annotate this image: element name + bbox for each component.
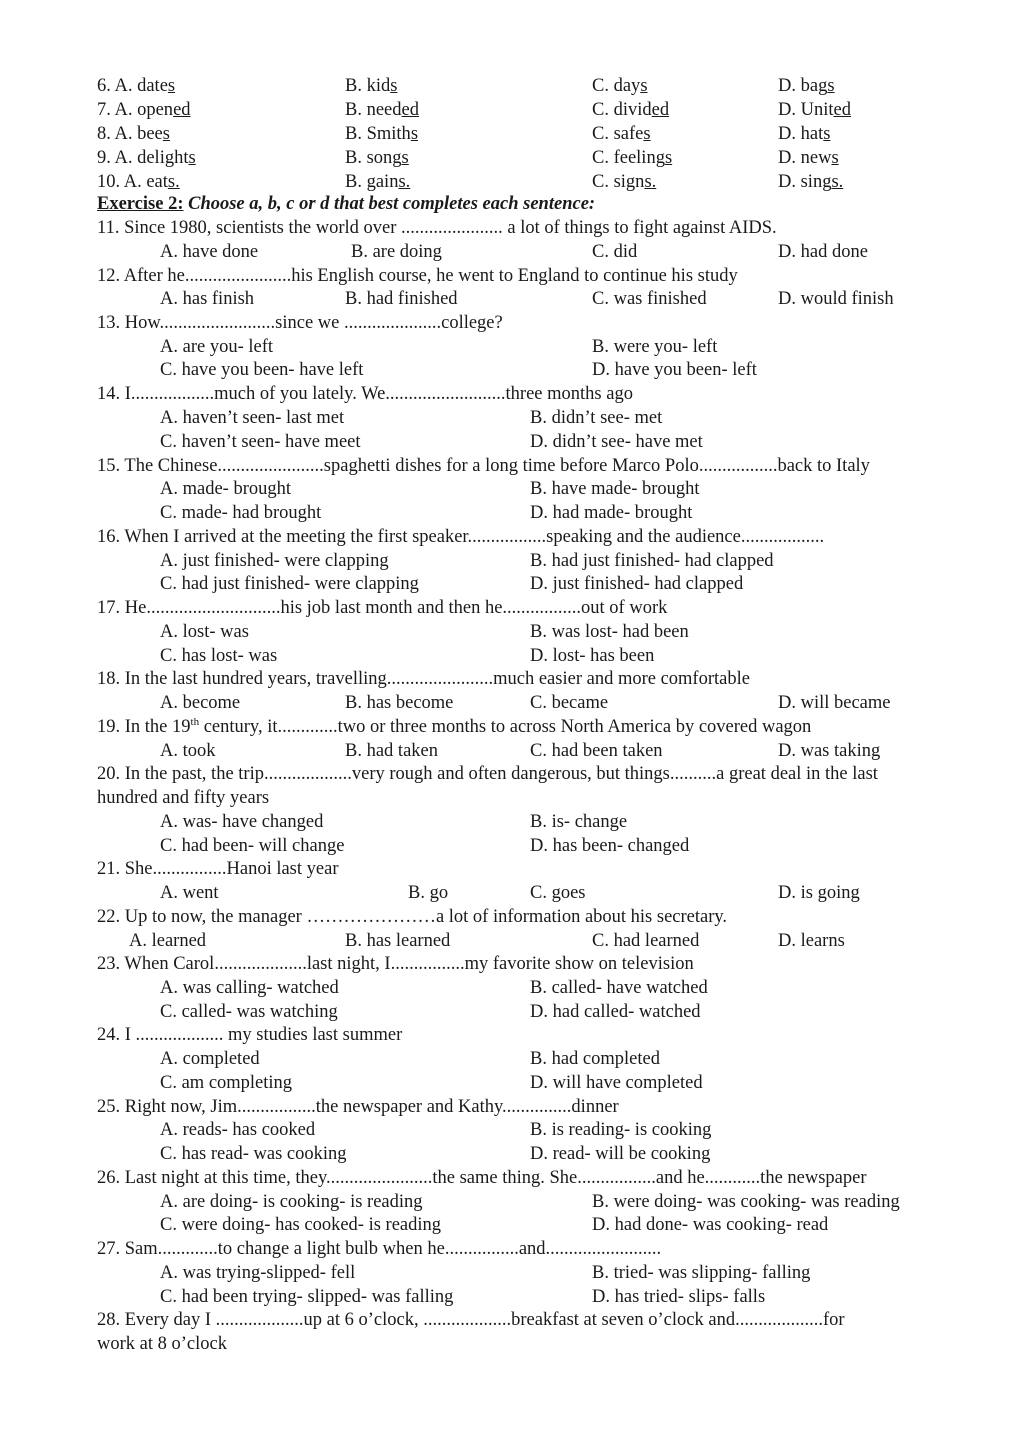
question-24	[0, 1023, 1024, 1047]
option-b: B. had just finished- had clapped	[530, 551, 774, 571]
option-d: D. sings.	[778, 172, 844, 192]
underlined-ending: s.	[644, 172, 657, 192]
question-13-options-ab	[0, 335, 1024, 359]
underlined-ending: ed	[401, 100, 419, 120]
option-d: D. news	[778, 148, 839, 168]
option-a: A. made- brought	[160, 479, 292, 499]
exercise-1-row	[0, 170, 1024, 194]
underlined-ending: s	[167, 76, 176, 96]
option-b: B. called- have watched	[530, 978, 708, 998]
question-stem: 17. He.............................his job last month and then he.................out of work	[97, 598, 668, 618]
option-a: A. become	[160, 693, 241, 713]
question-11	[0, 216, 1024, 240]
exercise-1-row	[0, 146, 1024, 170]
question-stem: 26. Last night at this time, they.......................the same thing. She.................and he............the newspaper	[97, 1168, 867, 1188]
option-d: D. have you been- left	[592, 360, 757, 380]
option-b: B. songs	[345, 148, 409, 168]
question-18	[0, 667, 1024, 691]
option-a: A. reads- has cooked	[160, 1120, 316, 1140]
option-b: B. has learned	[345, 931, 451, 951]
option-c: C. had been trying- slipped- was falling	[160, 1287, 454, 1307]
underlined-ending: s	[401, 148, 409, 168]
question-13-options-cd	[0, 358, 1024, 382]
exercise-2-label: Exercise 2:	[97, 194, 184, 214]
question-17-options-ab	[0, 620, 1024, 644]
question-26	[0, 1166, 1024, 1190]
question-stem: 23. When Carol....................last night, I................my favorite show on television	[97, 954, 694, 974]
option-b: B. Smiths	[345, 124, 419, 144]
question-stem: 18. In the last hundred years, travelling.......................much easier and more comfortable	[97, 669, 750, 689]
option-a: 9. A. delights	[97, 148, 196, 168]
option-d: D. will have completed	[530, 1073, 703, 1093]
option-b: B. have made- brought	[530, 479, 700, 499]
underlined-ending: s	[640, 76, 648, 96]
question-19	[0, 715, 1024, 739]
exercise-2-title: Choose a, b, c or d that best completes each sentence:	[183, 194, 596, 214]
option-b: B. is reading- is cooking	[530, 1120, 712, 1140]
option-a: A. learned	[129, 931, 207, 951]
option-b: B. had completed	[530, 1049, 660, 1069]
option-b: B. were you- left	[592, 337, 718, 357]
option-a: 10. A. eats.	[97, 172, 180, 192]
question-23-options-cd	[0, 1000, 1024, 1024]
exercise-1-row	[0, 98, 1024, 122]
option-b: B. kids	[345, 76, 398, 96]
question-14	[0, 382, 1024, 406]
option-b: B. has become	[345, 693, 454, 713]
option-b: B. was lost- had been	[530, 622, 689, 642]
option-d: D. has tried- slips- falls	[592, 1287, 766, 1307]
question-stem-continued: hundred and fifty years	[97, 788, 270, 808]
option-d: D. hats	[778, 124, 831, 144]
option-d: D. lost- has been	[530, 646, 655, 666]
option-a: A. have done	[160, 242, 259, 262]
question-15	[0, 454, 1024, 478]
option-b: B. were doing- was cooking- was reading	[592, 1192, 900, 1212]
question-12	[0, 264, 1024, 288]
question-14-options-cd	[0, 430, 1024, 454]
option-d: D. didn’t see- have met	[530, 432, 703, 452]
question-stem: 28. Every day I ...................up at 6 o’clock, ...................breakfast at seven o’clock and...................for	[97, 1310, 845, 1330]
question-20-options-ab	[0, 810, 1024, 834]
option-d: D. had done- was cooking- read	[592, 1215, 829, 1235]
option-b: B. needed	[345, 100, 419, 120]
question-17-options-cd	[0, 644, 1024, 668]
question-stem: 24. I ................... my studies last summer	[97, 1025, 403, 1045]
option-d: D. bags	[778, 76, 835, 96]
question-16-options-ab	[0, 549, 1024, 573]
option-d: D. just finished- had clapped	[530, 574, 744, 594]
question-27	[0, 1237, 1024, 1261]
question-12-options	[0, 287, 1024, 311]
question-21-options	[0, 881, 1024, 905]
question-21	[0, 857, 1024, 881]
question-16-options-cd	[0, 572, 1024, 596]
option-a: A. took	[160, 741, 216, 761]
option-a: A. are doing- is cooking- is reading	[160, 1192, 423, 1212]
option-b: B. tried- was slipping- falling	[592, 1263, 811, 1283]
underlined-ending: ed	[651, 100, 670, 120]
question-25-options-ab	[0, 1118, 1024, 1142]
option-d: D. was taking	[778, 741, 881, 761]
underlined-ending: s.	[831, 172, 844, 192]
question-stem: 22. Up to now, the manager …………………a lot of information about his secretary.	[97, 907, 728, 927]
question-16	[0, 525, 1024, 549]
option-b: B. gains.	[345, 172, 411, 192]
option-d: D. had done	[778, 242, 868, 262]
option-c: C. has lost- was	[160, 646, 278, 666]
underlined-ending: s	[390, 76, 398, 96]
underlined-ending: s	[823, 124, 831, 144]
question-25	[0, 1095, 1024, 1119]
option-c: C. feelings	[592, 148, 673, 168]
question-24-options-cd	[0, 1071, 1024, 1095]
question-stem: 21. She................Hanoi last year	[97, 859, 339, 879]
option-d: D. has been- changed	[530, 836, 690, 856]
option-a: A. lost- was	[160, 622, 249, 642]
underlined-ending: s.	[167, 172, 180, 192]
option-a: A. went	[160, 883, 219, 903]
option-c: C. had been taken	[530, 741, 663, 761]
option-c: C. had been- will change	[160, 836, 345, 856]
question-stem: 12. After he.......................his English course, he went to England to continue his study	[97, 266, 738, 286]
option-c: C. days	[592, 76, 648, 96]
option-a: 8. A. bees	[97, 124, 170, 144]
question-26-options-cd	[0, 1213, 1024, 1237]
option-c: C. have you been- have left	[160, 360, 364, 380]
question-19-options	[0, 739, 1024, 763]
question-24-options-ab	[0, 1047, 1024, 1071]
option-d: D. would finish	[778, 289, 894, 309]
option-c: C. had just finished- were clapping	[160, 574, 419, 594]
underlined-ending: s	[827, 76, 835, 96]
underlined-ending: s	[643, 124, 651, 144]
question-22-options	[0, 929, 1024, 953]
option-d: D. read- will be cooking	[530, 1144, 711, 1164]
option-c: C. were doing- has cooked- is reading	[160, 1215, 442, 1235]
question-20-continued	[0, 786, 1024, 810]
question-28-continued	[0, 1332, 1024, 1356]
underlined-ending: ed	[833, 100, 851, 120]
question-13	[0, 311, 1024, 335]
question-stem: 16. When I arrived at the meeting the first speaker.................speaking and the audience..................	[97, 527, 825, 547]
question-stem: 25. Right now, Jim.................the newspaper and Kathy...............dinner	[97, 1097, 619, 1117]
question-14-options-ab	[0, 406, 1024, 430]
exercise-2-heading	[0, 192, 1024, 216]
question-stem: 11. Since 1980, scientists the world over ...................... a lot of things to fight against AIDS.	[97, 218, 777, 238]
option-b: B. didn’t see- met	[530, 408, 663, 428]
question-27-options-cd	[0, 1285, 1024, 1309]
question-stem: 14. I..................much of you lately. We..........................three months ago	[97, 384, 633, 404]
option-d: D. is going	[778, 883, 860, 903]
option-d: D. will became	[778, 693, 891, 713]
option-d: D. had called- watched	[530, 1002, 701, 1022]
question-25-options-cd	[0, 1142, 1024, 1166]
question-stem: 20. In the past, the trip...................very rough and often dangerous, but things..........a great deal in the last	[97, 764, 878, 784]
option-c: C. am completing	[160, 1073, 293, 1093]
option-c: C. haven’t seen- have meet	[160, 432, 361, 452]
option-b: B. are doing	[351, 242, 442, 262]
option-a: A. was- have changed	[160, 812, 324, 832]
question-11-options	[0, 240, 1024, 264]
option-a: A. completed	[160, 1049, 260, 1069]
option-c: C. signs.	[592, 172, 657, 192]
question-15-options-cd	[0, 501, 1024, 525]
question-20-options-cd	[0, 834, 1024, 858]
option-c: C. called- was watching	[160, 1002, 338, 1022]
option-b: B. had taken	[345, 741, 438, 761]
underlined-ending: s.	[398, 172, 411, 192]
option-a: A. just finished- were clapping	[160, 551, 389, 571]
option-a: 6. A. dates	[97, 76, 176, 96]
question-stem: 15. The Chinese.......................spaghetti dishes for a long time before Marco Polo.................back to Italy	[97, 456, 870, 476]
option-c: C. has read- was cooking	[160, 1144, 347, 1164]
question-15-options-ab	[0, 477, 1024, 501]
exercise-1-row	[0, 74, 1024, 98]
option-a: A. haven’t seen- last met	[160, 408, 345, 428]
question-stem: 19. In the 19th century, it.............two or three months to across North America by covered wagon	[97, 715, 812, 737]
option-a: A. are you- left	[160, 337, 274, 357]
question-26-options-ab	[0, 1190, 1024, 1214]
option-b: B. had finished	[345, 289, 458, 309]
question-28	[0, 1308, 1024, 1332]
question-stem-continued: work at 8 o’clock	[97, 1334, 227, 1354]
option-a: 7. A. opened	[97, 100, 191, 120]
underlined-ending: s	[831, 148, 839, 168]
underlined-ending: s	[188, 148, 196, 168]
option-c: C. divided	[592, 100, 670, 120]
option-d: D. United	[778, 100, 851, 120]
option-c: C. did	[592, 242, 638, 262]
underlined-ending: s	[162, 124, 170, 144]
question-stem: 27. Sam.............to change a light bulb when he................and.........................	[97, 1239, 662, 1259]
question-23	[0, 952, 1024, 976]
option-a: A. was trying-slipped- fell	[160, 1263, 356, 1283]
option-c: C. goes	[530, 883, 586, 903]
option-d: D. had made- brought	[530, 503, 693, 523]
option-a: A. was calling- watched	[160, 978, 339, 998]
exercise-1-row	[0, 122, 1024, 146]
question-27-options-ab	[0, 1261, 1024, 1285]
question-23-options-ab	[0, 976, 1024, 1000]
question-22	[0, 905, 1024, 929]
option-c: C. safes	[592, 124, 651, 144]
question-17	[0, 596, 1024, 620]
underlined-ending: ed	[173, 100, 191, 120]
question-stem: 13. How.........................since we .....................college?	[97, 313, 503, 333]
option-d: D. learns	[778, 931, 845, 951]
option-b: B. is- change	[530, 812, 628, 832]
option-c: C. became	[530, 693, 609, 713]
underlined-ending: s	[410, 124, 419, 144]
question-18-options	[0, 691, 1024, 715]
question-20	[0, 762, 1024, 786]
option-a: A. has finish	[160, 289, 255, 309]
option-b: B. go	[408, 883, 449, 903]
option-c: C. had learned	[592, 931, 700, 951]
underlined-ending: s	[664, 148, 673, 168]
option-c: C. was finished	[592, 289, 707, 309]
option-c: C. made- had brought	[160, 503, 322, 523]
